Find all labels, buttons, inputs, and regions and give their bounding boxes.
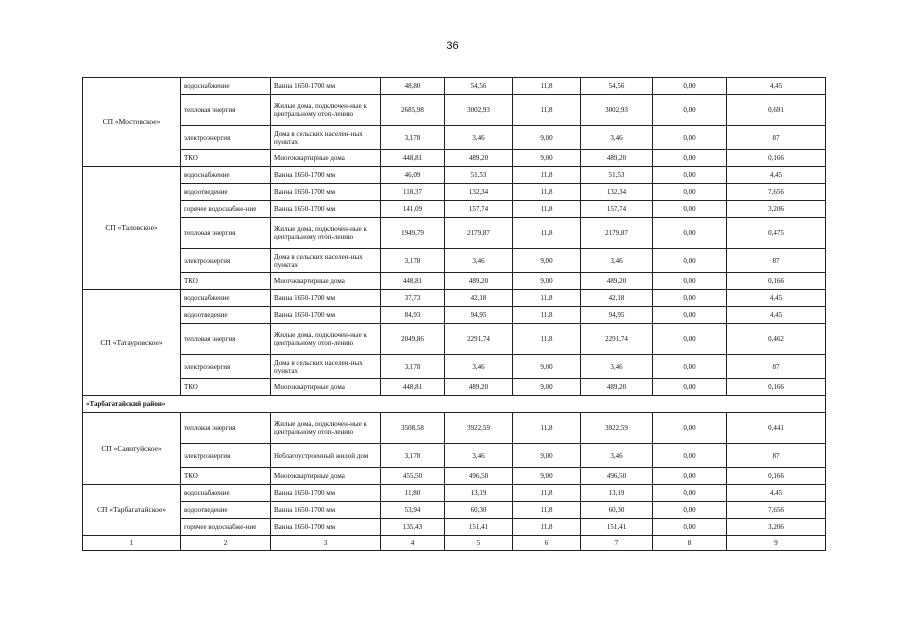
value-cell: 489,20 (581, 150, 653, 167)
value-cell: 11,8 (513, 502, 581, 519)
table-row (83, 502, 826, 519)
value-cell: 448,81 (381, 379, 445, 396)
value-cell: 0,00 (653, 355, 727, 379)
value-cell: 60,30 (581, 502, 653, 519)
value-cell: 11,8 (513, 307, 581, 324)
service-cell: водоотведение (181, 307, 271, 324)
standard-cell: Ванна 1650-1700 мм (271, 78, 381, 95)
value-cell: 2291,74 (445, 324, 513, 355)
column-number: 3 (271, 536, 381, 551)
value-cell: 11,8 (513, 218, 581, 249)
table-row (83, 307, 826, 324)
value-cell: 489,20 (581, 379, 653, 396)
column-number: 4 (381, 536, 445, 551)
value-cell: 489,20 (445, 273, 513, 290)
column-number: 5 (445, 536, 513, 551)
value-cell: 4,45 (727, 307, 826, 324)
value-cell: 3,46 (445, 444, 513, 468)
service-cell: ТКО (181, 150, 271, 167)
standard-cell: Ванна 1650-1700 мм (271, 519, 381, 536)
value-cell: 13,19 (581, 485, 653, 502)
value-cell: 0,462 (727, 324, 826, 355)
value-cell: 94,95 (445, 307, 513, 324)
value-cell: 132,34 (581, 184, 653, 201)
value-cell: 455,50 (381, 468, 445, 485)
value-cell: 0,691 (727, 95, 826, 126)
column-numbers-row (83, 536, 826, 551)
value-cell: 0,00 (653, 519, 727, 536)
value-cell: 3,178 (381, 249, 445, 273)
value-cell: 0,00 (653, 167, 727, 184)
standard-cell: Дома в сельских населен-ных пунктах (271, 355, 381, 379)
value-cell: 0,00 (653, 150, 727, 167)
service-cell: электроэнергия (181, 444, 271, 468)
value-cell: 0,00 (653, 78, 727, 95)
value-cell: 4,45 (727, 167, 826, 184)
value-cell: 3922,59 (581, 413, 653, 444)
value-cell: 9,00 (513, 126, 581, 150)
table-row (83, 413, 826, 444)
value-cell: 3,178 (381, 355, 445, 379)
value-cell: 87 (727, 249, 826, 273)
value-cell: 11,8 (513, 184, 581, 201)
value-cell: 54,56 (581, 78, 653, 95)
value-cell: 157,74 (581, 201, 653, 218)
table-row (83, 167, 826, 184)
value-cell: 60,30 (445, 502, 513, 519)
settlement-name: СП «Татауровское» (83, 290, 181, 396)
value-cell: 1949,79 (381, 218, 445, 249)
value-cell: 0,00 (653, 249, 727, 273)
table-row (83, 519, 826, 536)
value-cell: 0,166 (727, 273, 826, 290)
value-cell: 51,53 (581, 167, 653, 184)
value-cell: 3,46 (445, 355, 513, 379)
value-cell: 0,475 (727, 218, 826, 249)
table-row (83, 324, 826, 355)
table-row (83, 249, 826, 273)
table-row (83, 485, 826, 502)
value-cell: 0,00 (653, 413, 727, 444)
value-cell: 2179,87 (581, 218, 653, 249)
value-cell: 0,00 (653, 290, 727, 307)
value-cell: 13,19 (445, 485, 513, 502)
value-cell: 9,00 (513, 444, 581, 468)
value-cell: 87 (727, 444, 826, 468)
value-cell: 9,00 (513, 150, 581, 167)
settlement-name: СП «Саянтуйское» (83, 413, 181, 485)
standard-cell: Жилые дома, подключен-ные к центральному отоп-лению (271, 95, 381, 126)
column-number: 7 (581, 536, 653, 551)
value-cell: 53,94 (381, 502, 445, 519)
standard-cell: Многоквартирные дома (271, 379, 381, 396)
value-cell: 87 (727, 126, 826, 150)
value-cell: 3508,58 (381, 413, 445, 444)
service-cell: тепловая энергия (181, 218, 271, 249)
standard-cell: Ванна 1650-1700 мм (271, 485, 381, 502)
value-cell: 87 (727, 355, 826, 379)
service-cell: электроэнергия (181, 355, 271, 379)
service-cell: электроэнергия (181, 126, 271, 150)
standard-cell: Дома в сельских населен-ных пунктах (271, 249, 381, 273)
value-cell: 11,8 (513, 519, 581, 536)
standard-cell: Ванна 1650-1700 мм (271, 502, 381, 519)
table-row (83, 126, 826, 150)
region-title: «Тарбагатайский район» (83, 396, 826, 413)
value-cell: 3922,59 (445, 413, 513, 444)
value-cell: 3002,93 (445, 95, 513, 126)
value-cell: 135,43 (381, 519, 445, 536)
value-cell: 42,18 (581, 290, 653, 307)
value-cell: 0,00 (653, 307, 727, 324)
value-cell: 9,00 (513, 468, 581, 485)
standard-cell: Жилые дома, подключен-ные к центральному отоп-лению (271, 324, 381, 355)
value-cell: 0,00 (653, 126, 727, 150)
table-row (83, 444, 826, 468)
settlement-name: СП «Мостовское» (83, 78, 181, 167)
standard-cell: Дома в сельских населен-ных пунктах (271, 126, 381, 150)
value-cell: 118,37 (381, 184, 445, 201)
value-cell: 3,46 (581, 249, 653, 273)
service-cell: ТКО (181, 379, 271, 396)
value-cell: 0,00 (653, 468, 727, 485)
table-row (83, 218, 826, 249)
value-cell: 0,166 (727, 150, 826, 167)
value-cell: 11,8 (513, 485, 581, 502)
table-row (83, 78, 826, 95)
value-cell: 0,00 (653, 273, 727, 290)
service-cell: тепловая энергия (181, 95, 271, 126)
table-row (83, 95, 826, 126)
value-cell: 94,95 (581, 307, 653, 324)
tariff-table (82, 77, 826, 551)
service-cell: электроэнергия (181, 249, 271, 273)
standard-cell: Ванна 1650-1700 мм (271, 167, 381, 184)
value-cell: 9,00 (513, 379, 581, 396)
column-number: 9 (727, 536, 826, 551)
value-cell: 9,00 (513, 273, 581, 290)
region-row (83, 396, 826, 413)
service-cell: ТКО (181, 273, 271, 290)
value-cell: 3,46 (581, 126, 653, 150)
service-cell: водоснабжение (181, 290, 271, 307)
value-cell: 9,00 (513, 355, 581, 379)
settlement-name: СП «Тарбагатайское» (83, 485, 181, 536)
service-cell: водоотведение (181, 502, 271, 519)
value-cell: 4,45 (727, 78, 826, 95)
value-cell: 0,00 (653, 95, 727, 126)
value-cell: 0,00 (653, 444, 727, 468)
value-cell: 0,00 (653, 184, 727, 201)
value-cell: 0,166 (727, 468, 826, 485)
value-cell: 496,50 (581, 468, 653, 485)
column-number: 2 (181, 536, 271, 551)
value-cell: 0,00 (653, 324, 727, 355)
column-number: 1 (83, 536, 181, 551)
value-cell: 489,20 (445, 379, 513, 396)
value-cell: 11,8 (513, 413, 581, 444)
table-row (83, 184, 826, 201)
value-cell: 3,178 (381, 126, 445, 150)
service-cell: ТКО (181, 468, 271, 485)
value-cell: 11,80 (381, 485, 445, 502)
value-cell: 0,00 (653, 502, 727, 519)
standard-cell: Многоквартирные дома (271, 150, 381, 167)
value-cell: 7,656 (727, 502, 826, 519)
table-row (83, 355, 826, 379)
value-cell: 157,74 (445, 201, 513, 218)
value-cell: 2049,86 (381, 324, 445, 355)
value-cell: 3,206 (727, 519, 826, 536)
value-cell: 2179,87 (445, 218, 513, 249)
service-cell: горячее водоснабже-ние (181, 201, 271, 218)
value-cell: 3002,93 (581, 95, 653, 126)
value-cell: 11,8 (513, 290, 581, 307)
value-cell: 0,441 (727, 413, 826, 444)
value-cell: 132,34 (445, 184, 513, 201)
value-cell: 0,00 (653, 201, 727, 218)
standard-cell: Многоквартирные дома (271, 468, 381, 485)
value-cell: 448,81 (381, 273, 445, 290)
service-cell: тепловая энергия (181, 413, 271, 444)
table-row (83, 150, 826, 167)
column-number: 6 (513, 536, 581, 551)
service-cell: водоснабжение (181, 485, 271, 502)
value-cell: 3,178 (381, 444, 445, 468)
service-cell: тепловая энергия (181, 324, 271, 355)
value-cell: 11,8 (513, 167, 581, 184)
settlement-name: СП «Таловское» (83, 167, 181, 290)
value-cell: 3,46 (445, 126, 513, 150)
value-cell: 84,93 (381, 307, 445, 324)
standard-cell: Жилые дома, подключен-ные к центральному отоп-лению (271, 218, 381, 249)
value-cell: 2685,98 (381, 95, 445, 126)
value-cell: 0,00 (653, 379, 727, 396)
value-cell: 46,09 (381, 167, 445, 184)
value-cell: 7,656 (727, 184, 826, 201)
table-row (83, 468, 826, 485)
value-cell: 37,73 (381, 290, 445, 307)
value-cell: 4,45 (727, 485, 826, 502)
value-cell: 42,18 (445, 290, 513, 307)
service-cell: водоотведение (181, 184, 271, 201)
value-cell: 448,81 (381, 150, 445, 167)
value-cell: 489,20 (445, 150, 513, 167)
value-cell: 141,09 (381, 201, 445, 218)
column-number: 8 (653, 536, 727, 551)
value-cell: 51,53 (445, 167, 513, 184)
value-cell: 11,8 (513, 201, 581, 218)
value-cell: 151,41 (581, 519, 653, 536)
table-row (83, 273, 826, 290)
standard-cell: Ванна 1650-1700 мм (271, 201, 381, 218)
value-cell: 4,45 (727, 290, 826, 307)
value-cell: 3,206 (727, 201, 826, 218)
table-row (83, 379, 826, 396)
standard-cell: Многоквартирные дома (271, 273, 381, 290)
service-cell: водоснабжение (181, 167, 271, 184)
standard-cell: Ванна 1650-1700 мм (271, 290, 381, 307)
value-cell: 54,56 (445, 78, 513, 95)
value-cell: 0,00 (653, 485, 727, 502)
standard-cell: Ванна 1650-1700 мм (271, 184, 381, 201)
page-number: 36 (446, 40, 459, 52)
standard-cell: Жилые дома, подключен-ные к центральному отоп-лению (271, 413, 381, 444)
value-cell: 0,166 (727, 379, 826, 396)
value-cell: 151,41 (445, 519, 513, 536)
value-cell: 2291,74 (581, 324, 653, 355)
value-cell: 3,46 (581, 355, 653, 379)
value-cell: 496,50 (445, 468, 513, 485)
standard-cell: Неблагоустроенный жилой дом (271, 444, 381, 468)
service-cell: водоснабжение (181, 78, 271, 95)
value-cell: 11,8 (513, 78, 581, 95)
value-cell: 9,00 (513, 249, 581, 273)
table-row (83, 290, 826, 307)
value-cell: 3,46 (445, 249, 513, 273)
value-cell: 0,00 (653, 218, 727, 249)
value-cell: 489,20 (581, 273, 653, 290)
standard-cell: Ванна 1650-1700 мм (271, 307, 381, 324)
service-cell: горячее водоснабже-ние (181, 519, 271, 536)
table-row (83, 201, 826, 218)
value-cell: 11,8 (513, 95, 581, 126)
value-cell: 3,46 (581, 444, 653, 468)
value-cell: 11,8 (513, 324, 581, 355)
value-cell: 48,80 (381, 78, 445, 95)
